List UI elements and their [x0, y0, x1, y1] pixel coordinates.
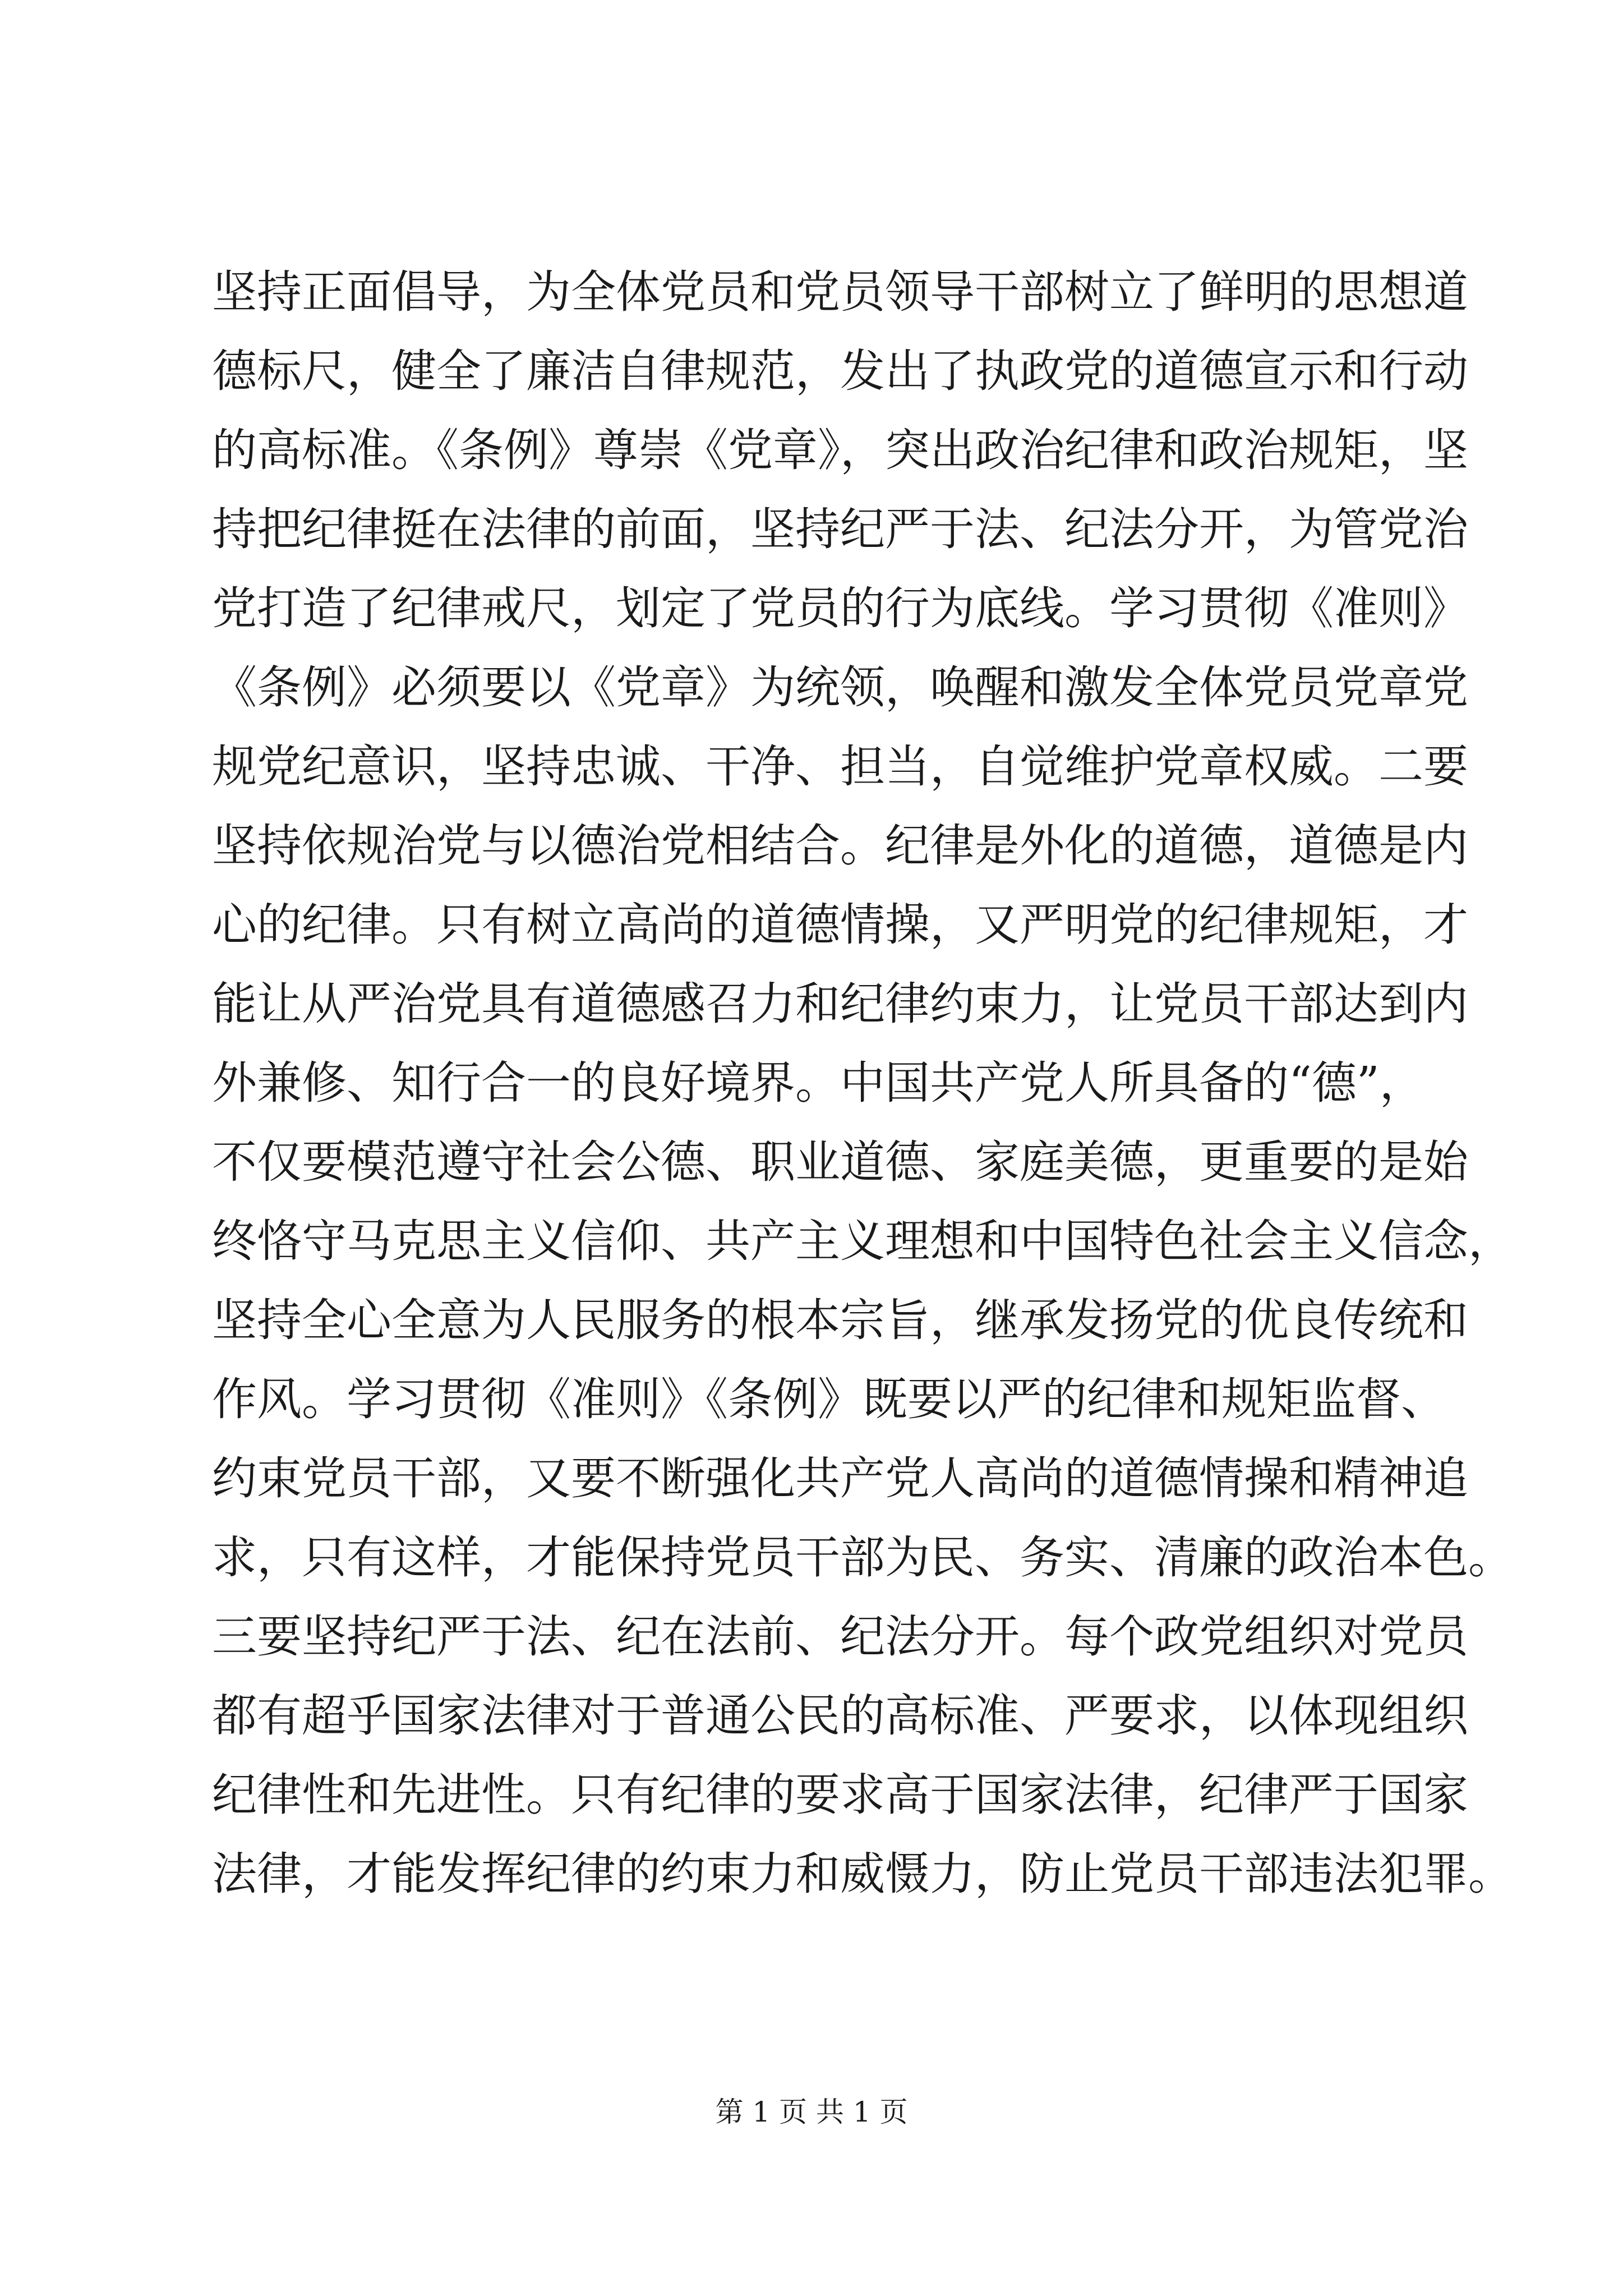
text-line: 持把纪律挺在法律的前面，坚持纪严于法、纪法分开，为管党治: [212, 503, 1468, 555]
text-line: 坚持依规治党与以德治党相结合。纪律是外化的道德，道德是内: [212, 820, 1468, 872]
text-line: 约束党员干部，又要不断强化共产党人高尚的道德情操和精神追: [212, 1452, 1468, 1504]
text-line: 求，只有这样，才能保持党员干部为民、务实、清廉的政治本色。: [212, 1531, 1513, 1584]
text-line: 党打造了纪律戒尺，划定了党员的行为底线。学习贯彻《准则》: [212, 582, 1468, 634]
text-line: 《条例》必须要以《党章》为统领，唤醒和激发全体党员党章党: [212, 661, 1468, 714]
text-line: 法律，才能发挥纪律的约束力和威慑力，防止党员干部违法犯罪。: [212, 1848, 1513, 1900]
text-line: 能让从严治党具有道德感召力和纪律约束力，让党员干部达到内: [212, 978, 1468, 1030]
text-line: 心的纪律。只有树立高尚的道德情操，又严明党的纪律规矩，才: [212, 899, 1468, 951]
page-footer: 第 1 页 共 1 页: [715, 2096, 908, 2128]
text-line: 终恪守马克思主义信仰、共产主义理想和中国特色社会主义信念，: [212, 1215, 1513, 1267]
text-line: 规党纪意识，坚持忠诚、干净、担当，自觉维护党章权威。二要: [212, 740, 1468, 793]
body-paragraph: [212, 252, 1513, 1913]
text-line: 不仅要模范遵守社会公德、职业道德、家庭美德，更重要的是始: [212, 1136, 1468, 1188]
text-line: 坚持正面倡导，为全体党员和党员领导干部树立了鲜明的思想道: [212, 266, 1468, 318]
text-line: 三要坚持纪严于法、纪在法前、纪法分开。每个政党组织对党员: [212, 1611, 1468, 1663]
text-line: 的高标准。《条例》尊崇《党章》，突出政治纪律和政治规矩，坚: [212, 424, 1468, 476]
text-line: 都有超乎国家法律对于普通公民的高标准、严要求，以体现组织: [212, 1690, 1468, 1742]
text-line: 纪律性和先进性。只有纪律的要求高于国家法律，纪律严于国家: [212, 1769, 1468, 1821]
text-line: 作风。学习贯彻《准则》《条例》既要以严的纪律和规矩监督、: [212, 1373, 1446, 1425]
text-line: 德标尺，健全了廉洁自律规范，发出了执政党的道德宣示和行动: [212, 345, 1468, 397]
text-line: 外兼修、知行合一的良好境界。中国共产党人所具备的“德”，: [212, 1057, 1424, 1109]
text-line: 坚持全心全意为人民服务的根本宗旨，继承发扬党的优良传统和: [212, 1294, 1468, 1346]
